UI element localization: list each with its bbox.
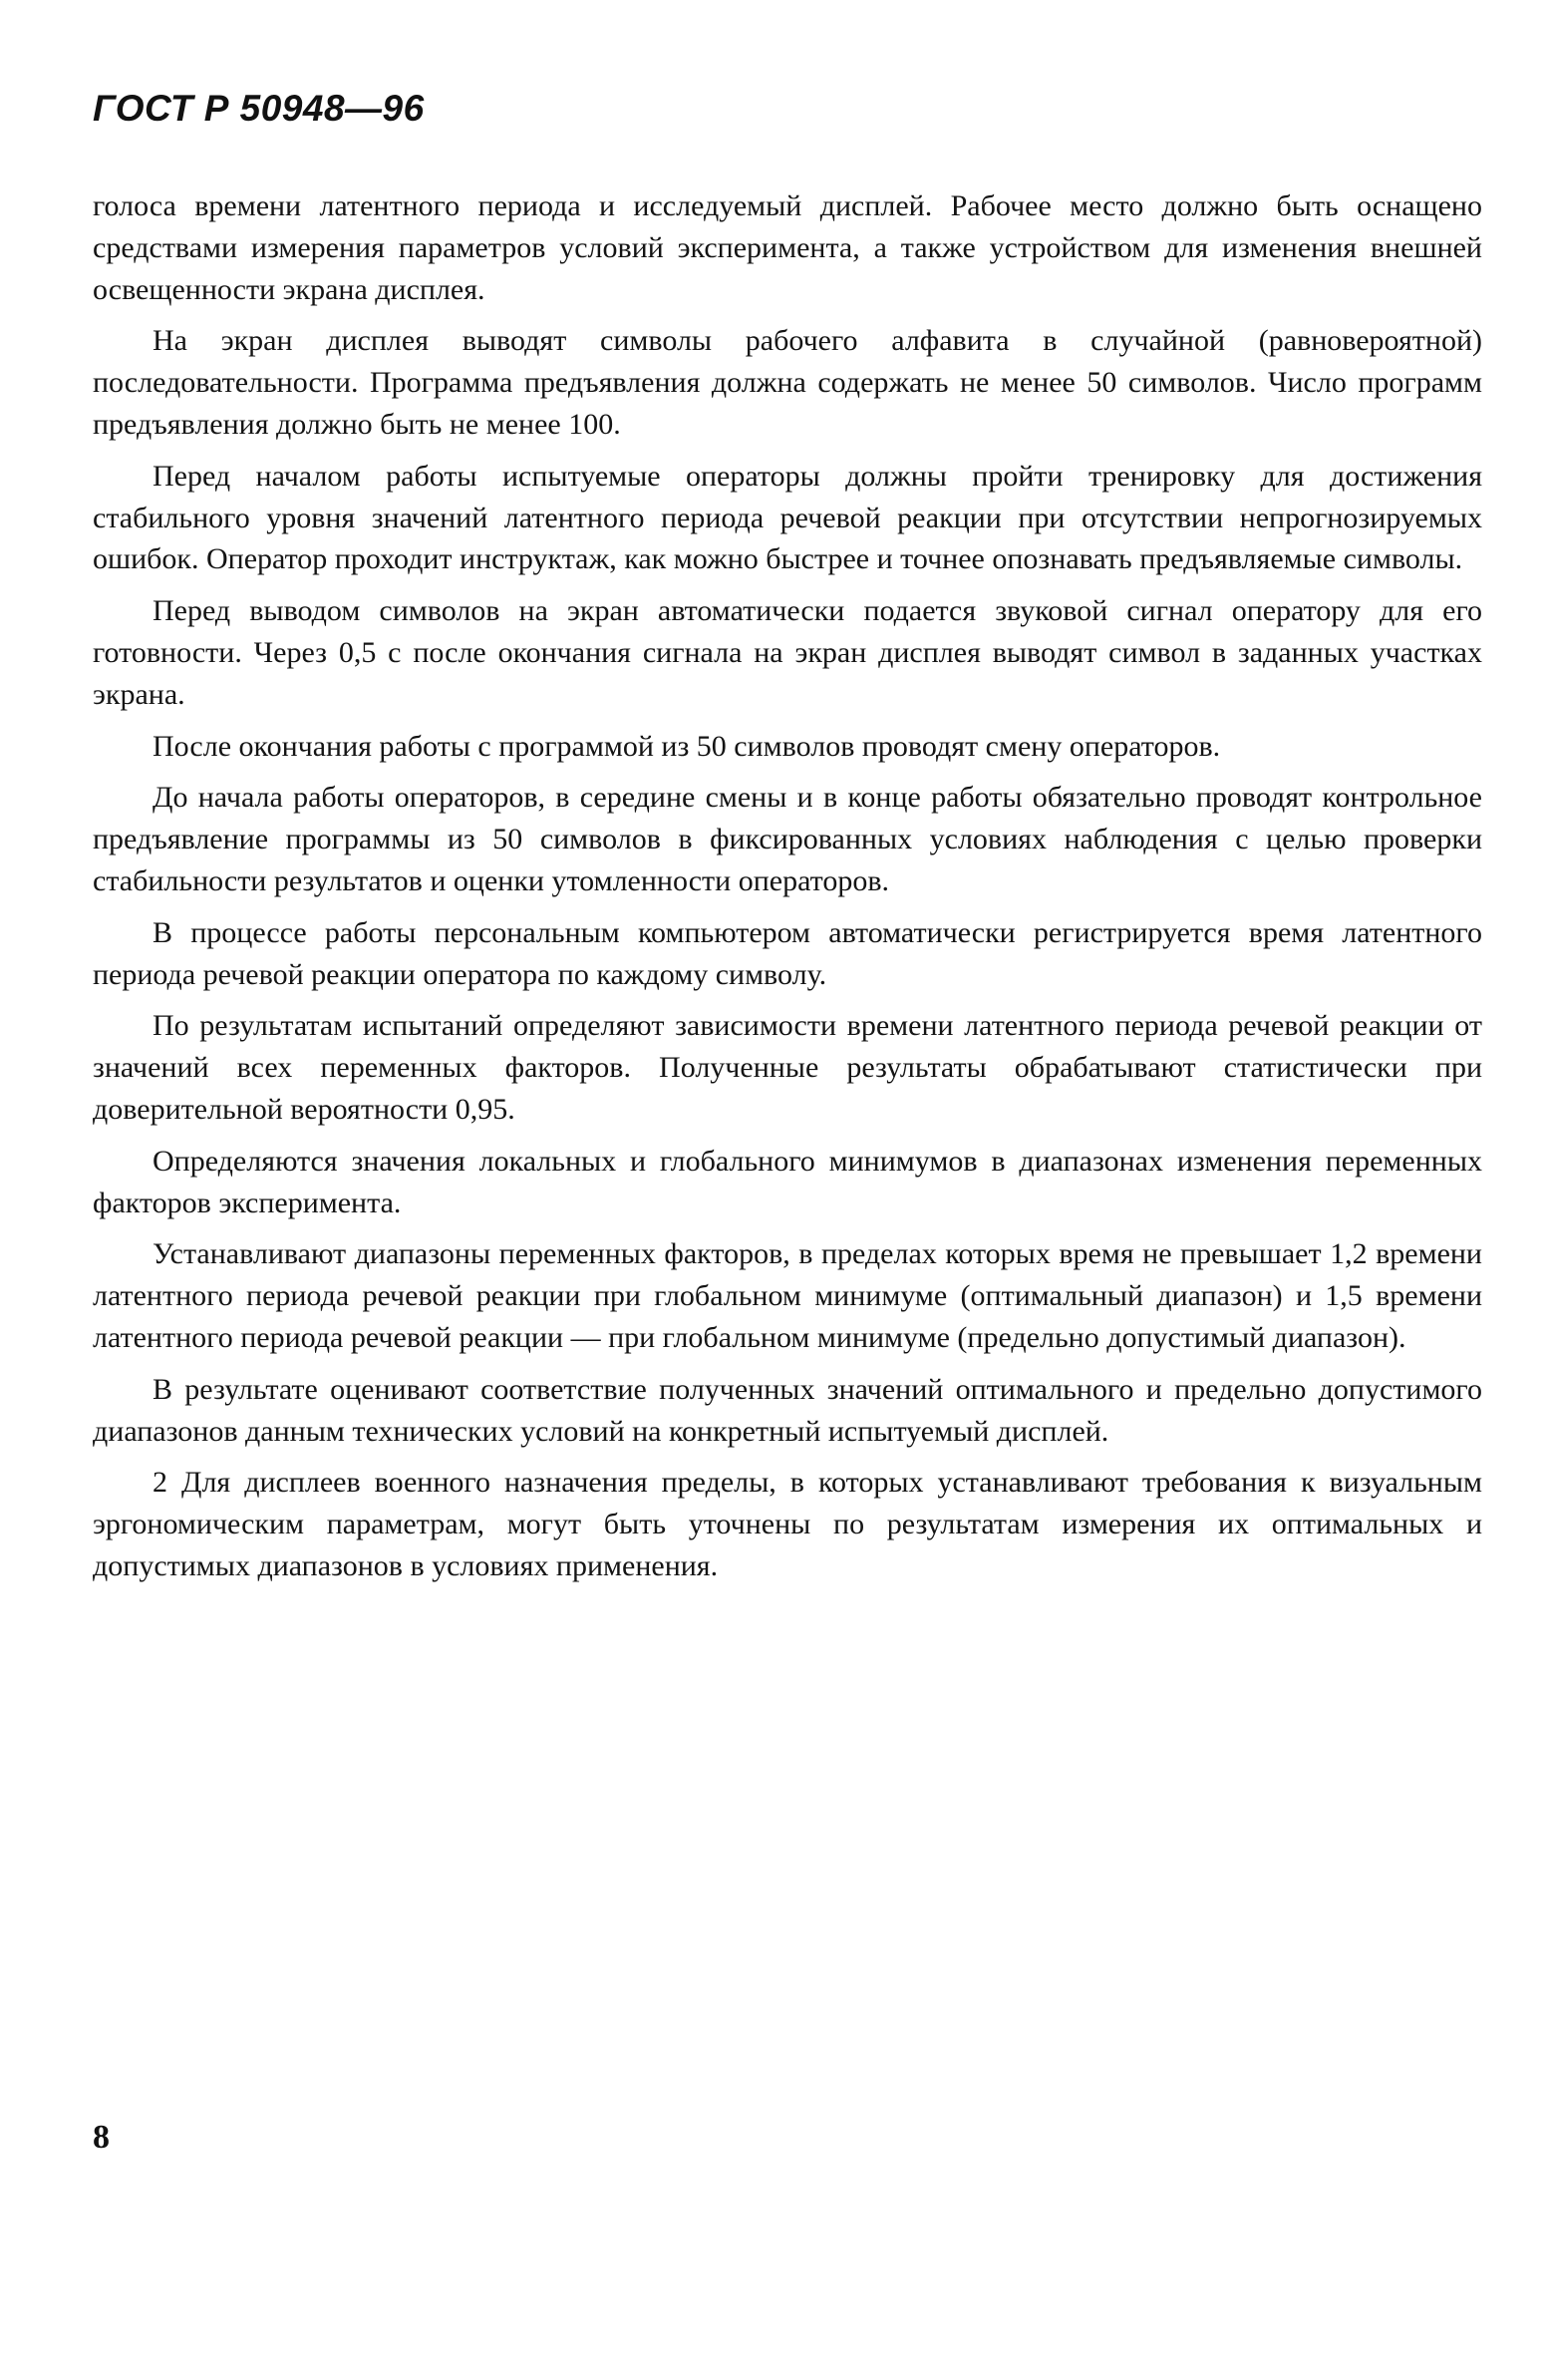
paragraph: В процессе работы персональным компьютером автоматически регистрируется время латентного периода речевой реакции оператора по каждому символу. — [93, 915, 1482, 991]
paragraph: До начала работы операторов, в середине смены и в конце работы обязательно проводят контрольное предъявление программы из 50 символов в фиксированных условиях наблюдения с целью проверки стабильности результатов и оценки утомленности операторов. — [93, 781, 1482, 897]
paragraph: Перед выводом символов на экран автоматически подается звуковой сигнал оператору для его готовности. Через 0,5 с после окончания сигнала на экран дисплея выводят символ в заданных участках экрана. — [93, 594, 1482, 711]
paragraph: На экран дисплея выводят символы рабочего алфавита в случайной (равновероятной) последовательности. Программа предъявления должна содержать не менее 50 символов. Число программ предъявления должно быть не менее 100. — [93, 324, 1482, 441]
paragraph: голоса времени латентного периода и исследуемый дисплей. Рабочее место должно быть оснащено средствами измерения параметров условий эксперимента, а также устройством для изменения внешней освещенности экрана дисплея. — [93, 189, 1482, 306]
page-number: 8 — [93, 2119, 110, 2156]
standard-designation: ГОСТ Р 50948—96 — [93, 88, 425, 129]
paragraph: Устанавливают диапазоны переменных факторов, в пределах которых время не превышает 1,2 времени латентного периода речевой реакции при глобальном минимуме (оптимальный диапазон) и 1,5 времени латентного периода речевой реакции — при глобальном минимуме (предельно допустимый диапазон). — [93, 1237, 1482, 1354]
paragraph: По результатам испытаний определяют зависимости времени латентного периода речевой реакции от значений всех переменных факторов. Полученные результаты обрабатывают статистически при доверительной вероятности 0,95. — [93, 1009, 1482, 1126]
note-paragraph: 2 Для дисплеев военного назначения пределы, в которых устанавливают требования к визуальным эргономическим параметрам, могут быть уточнены по результатам измерения их оптимальных и допустимых диапазонов в условиях применения. — [93, 1466, 1482, 1582]
paragraph: После окончания работы с программой из 50 символов проводят смену операторов. — [153, 729, 1221, 763]
paragraph: Перед началом работы испытуемые операторы должны пройти тренировку для достижения стабильного уровня значений латентного периода речевой реакции при отсутствии непрогнозируемых ошибок. Оператор проходит инструктаж, как можно быстрее и точнее опознавать предъявляемые символы. — [93, 459, 1482, 576]
body-text — [93, 185, 1482, 1597]
paragraph: В результате оценивают соответствие полученных значений оптимального и предельно допустимого диапазонов данным технических условий на конкретный испытуемый дисплей. — [93, 1372, 1482, 1448]
paragraph: Определяются значения локальных и глобального минимумов в диапазонах изменения переменных факторов эксперимента. — [93, 1144, 1482, 1219]
